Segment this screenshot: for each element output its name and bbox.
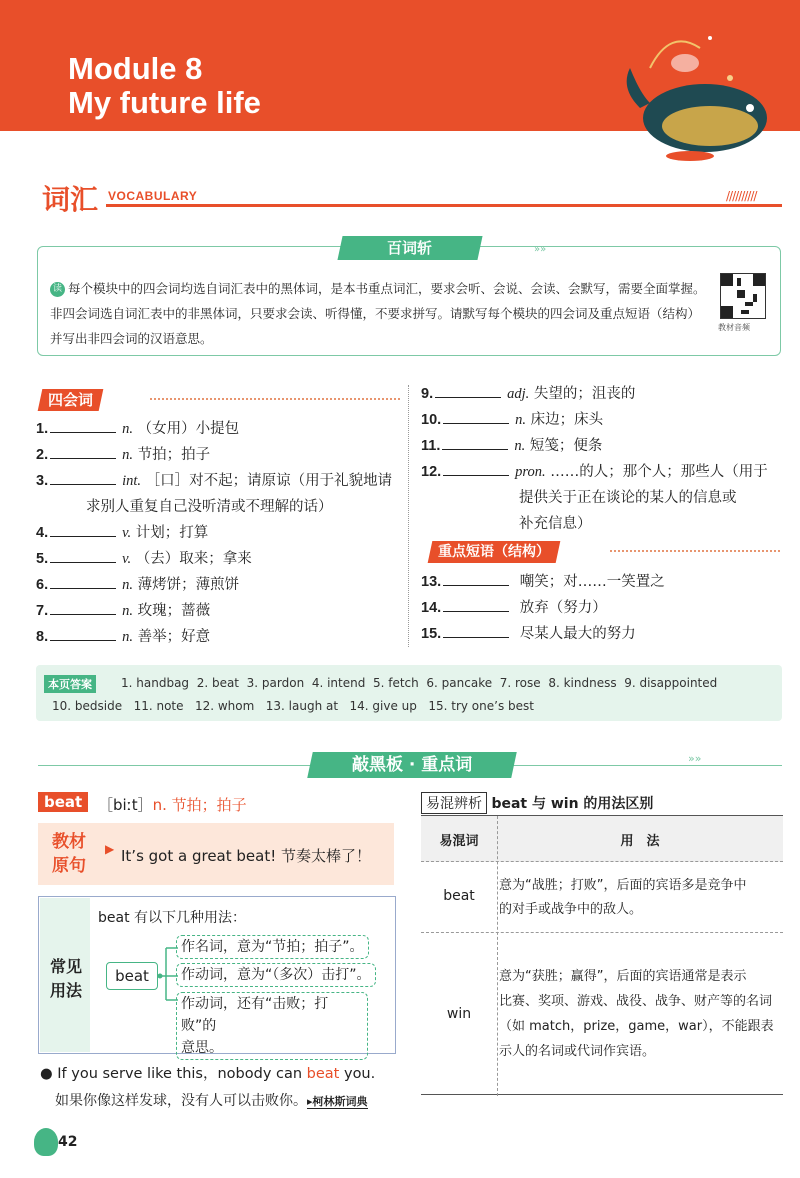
table-word-win: win xyxy=(446,1006,472,1022)
textbook-label: 教材 原句 xyxy=(52,832,86,876)
chevrons-decoration: »» xyxy=(534,244,547,255)
answer-blank[interactable] xyxy=(443,408,509,424)
usage-branch-2: 作动词，意为“（多次）击打”。 xyxy=(176,963,376,987)
word-row: 5. v. （去）取来；拿来 xyxy=(36,546,392,572)
phrase-row: 15. 尽某人最大的努力 xyxy=(421,621,665,647)
answers-line-1: 1. handbag 2. beat 3. pardon 4. intend 5. fetch 6. pancake 7. rose 8. kindness 9. disappointed xyxy=(121,676,718,690)
beat-tag: beat xyxy=(38,792,88,812)
word-row: 10. n. 床边；床头 xyxy=(421,407,768,433)
four-words-left xyxy=(36,416,392,650)
arrow-icon: ▶ xyxy=(105,842,115,856)
page-number: 42 xyxy=(58,1134,78,1150)
dotted-divider xyxy=(150,398,400,400)
section-title-en: VOCABULARY xyxy=(108,189,198,203)
word-row: 2. n. 节拍；拍子 xyxy=(36,442,392,468)
answer-blank[interactable] xyxy=(435,382,501,398)
word-row: 11. n. 短笺；便条 xyxy=(421,433,768,459)
usage-intro: beat 有以下几种用法： xyxy=(98,910,247,926)
answers-line-2: 10. bedside 11. note 12. whom 13. laugh at 14. give up 15. try one’s best xyxy=(52,699,534,713)
word-row: 6. n. 薄烤饼；薄煎饼 xyxy=(36,572,392,598)
table-usage-win: 意为“获胜；赢得”，后面的宾语通常是表示 比赛、奖项、游戏、战役、战争、财产等的名词 （如 match，prize，game，war），不能跟表 示人的名词或代词作宾语。 xyxy=(499,969,774,1059)
example-en: ● If you serve like this，nobody can beat you. xyxy=(40,1066,376,1082)
answer-blank[interactable] xyxy=(443,460,509,476)
answers-tag: 本页答案 xyxy=(44,675,96,693)
qr-label: 教材音频 xyxy=(718,323,750,332)
table-col-divider xyxy=(497,816,498,1096)
column-divider xyxy=(408,385,409,647)
word-row: 7. n. 玫瑰；蔷薇 xyxy=(36,598,392,624)
intro-badge: 百词斩 xyxy=(337,236,482,260)
confuse-table xyxy=(421,815,783,1095)
word-row: 8. n. 善举；好意 xyxy=(36,624,392,650)
answer-blank[interactable] xyxy=(50,469,116,485)
table-word-beat: beat xyxy=(443,888,475,904)
table-usage-beat: 意为“战胜；打败”，后面的宾语多是竞争中 的对手或战争中的敌人。 xyxy=(499,878,747,917)
confuse-title: beat 与 win 的用法区别 xyxy=(491,796,654,812)
word-row: 1. n. （女用）小提包 xyxy=(36,416,392,442)
chevrons-decoration: »» xyxy=(688,752,702,765)
textbook-sentence: It’s got a great beat! 节奏太棒了！ xyxy=(121,847,371,865)
confuse-tag: 易混辨析 xyxy=(421,792,487,814)
four-words-tag: 四会词 xyxy=(38,389,104,411)
answer-blank[interactable] xyxy=(50,625,116,641)
beat-definition: ［biːt］n. 节拍；拍子 xyxy=(98,796,247,814)
usage-branch-1: 作名词，意为“节拍；拍子”。 xyxy=(176,935,369,959)
table-head-usage: 用 法 xyxy=(620,834,660,849)
answer-blank[interactable] xyxy=(442,434,508,450)
phrase-row: 13. 嘲笑；对……一笑置之 xyxy=(421,569,665,595)
phrases-list xyxy=(421,569,665,647)
table-row-divider xyxy=(421,932,783,933)
module-subtitle: My future life xyxy=(68,85,261,120)
word-row: 12. pron. ……的人；那个人；那些人（用于 xyxy=(421,459,768,485)
word-row: 4. v. 计划；打算 xyxy=(36,520,392,546)
hatch-decoration: ////////// xyxy=(726,189,757,203)
word-row-cont: 求别人重复自己没听清或不理解的话） xyxy=(86,499,333,515)
usage-label: 常见 用法 xyxy=(50,957,83,1000)
answer-blank[interactable] xyxy=(443,570,509,586)
example-zh: 如果你像这样发球，没有人可以击败你。▸柯林斯词典 xyxy=(55,1093,368,1109)
usage-center: beat xyxy=(106,962,158,990)
confuse-header xyxy=(421,792,653,814)
module-title xyxy=(68,52,261,120)
branch-connector xyxy=(158,940,178,1020)
collins-source: ▸柯林斯词典 xyxy=(307,1095,368,1108)
answer-blank[interactable] xyxy=(443,596,509,612)
bulb-icon xyxy=(34,1128,58,1156)
read-icon: 读 xyxy=(50,282,65,297)
answer-blank[interactable] xyxy=(50,417,116,433)
section-divider xyxy=(106,204,782,207)
whale-illustration xyxy=(610,8,800,168)
blackboard-title: 敲黑板 · 重点词 xyxy=(307,752,517,778)
answer-blank[interactable] xyxy=(50,599,116,615)
qr-code[interactable] xyxy=(720,273,766,319)
dotted-divider xyxy=(610,550,780,552)
table-head-word: 易混词 xyxy=(439,834,479,849)
word-row-cont: 补充信息） xyxy=(519,516,592,532)
answer-blank[interactable] xyxy=(50,521,116,537)
word-row-cont: 提供关于正在谈论的某人的信息或 xyxy=(519,490,737,506)
section-title-zh: 词汇 xyxy=(42,183,99,216)
word-row: 3. int. ［口］对不起；请原谅（用于礼貌地请 xyxy=(36,468,392,494)
phrase-row: 14. 放弃（努力） xyxy=(421,595,665,621)
answer-blank[interactable] xyxy=(50,443,116,459)
answer-blank[interactable] xyxy=(50,573,116,589)
word-row: 9. adj. 失望的；沮丧的 xyxy=(421,381,768,407)
intro-text: 读 每个模块中的四会词均选自词汇表中的黑体词，是本书重点词汇，要求会听、会说、会读、会默写，需要全面掌握。非四会词选自词汇表中的非黑体词，只要求会读、听得懂，不要求拼写。请默写每个模块的四会词及重点短语（结构）并写出非四会词的汉语意思。 xyxy=(50,281,706,346)
four-words-right xyxy=(421,381,768,537)
module-number: Module 8 xyxy=(68,51,203,86)
usage-branch-3: 作动词，还有“击败；打败”的 意思。 xyxy=(176,992,368,1060)
phrases-tag: 重点短语（结构） xyxy=(428,541,561,563)
answer-blank[interactable] xyxy=(443,622,509,638)
answer-blank[interactable] xyxy=(50,547,116,563)
